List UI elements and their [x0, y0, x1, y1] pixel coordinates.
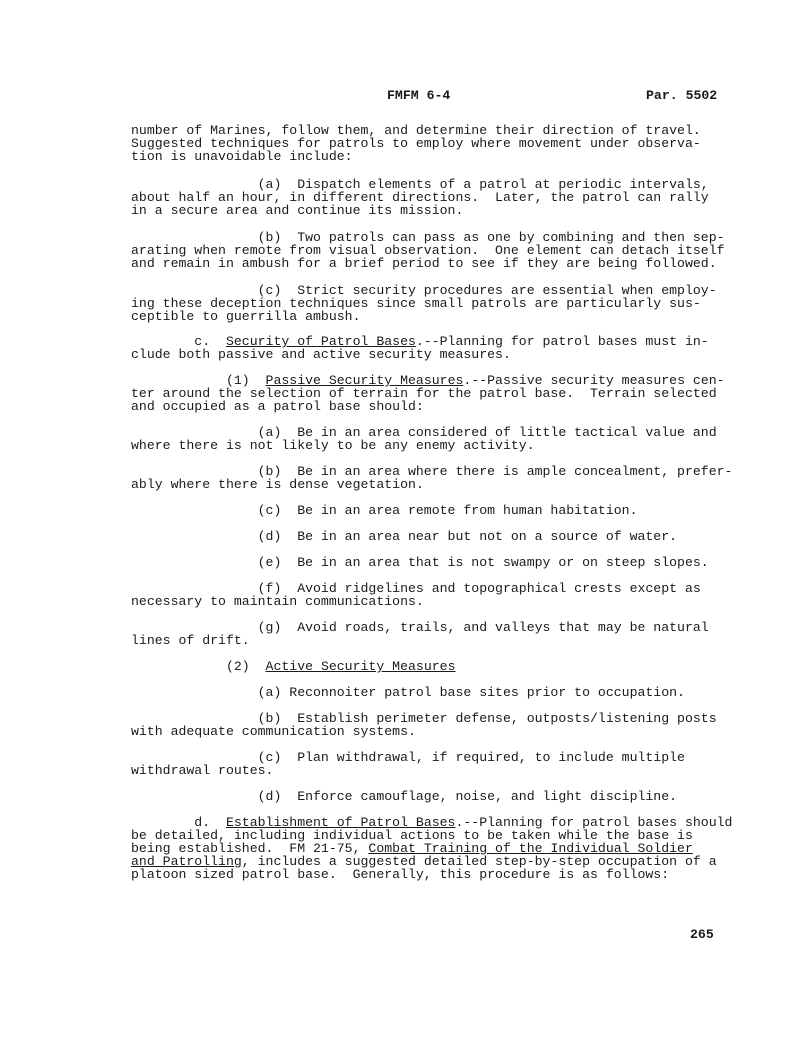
paragraph: (a) Be in an area considered of little tactical value and where there is not likely to be any enemy activity. [131, 425, 717, 453]
paragraph: (c) Be in an area remote from human habitation. [131, 503, 638, 518]
header-paragraph-ref: Par. 5502 [646, 88, 718, 103]
reference-title: Combat Training of the Individual Soldier and Patrolling [131, 841, 693, 869]
paragraph: (b) Two patrols can pass as one by combining and then sep- arating when remote from visual observation. One element can detach itself and remain in ambush for a brief period to see if they are being followed. [131, 230, 725, 271]
section-title: Security of Patrol Bases [225, 334, 416, 349]
paragraph: (d) Be in an area near but not on a source of water. [131, 529, 678, 544]
paragraph: (a) Dispatch elements of a patrol at periodic intervals, about half an hour, in different directions. Later, the patrol can rally in a secure area and continue its mission. [131, 177, 709, 218]
paragraph: number of Marines, follow them, and determine their direction of travel. Suggested techniques for patrols to employ where movement under observa- tion is unavoidable include: [131, 123, 701, 164]
page-number: 265 [690, 927, 714, 942]
section-d-paragraph: d. Establishment of Patrol Bases.--Planning for patrol bases should be detailed, including individual actions to be taken while the base is being established. FM 21-75, Combat Training of the Individual Soldier and Patrolling, includes a suggested detailed step-by-step occupation of a platoon sized patrol base. Generally, this procedure is as follows: [131, 815, 733, 882]
paragraph: (a) Reconnoiter patrol base sites prior to occupation. [131, 685, 685, 700]
paragraph: (f) Avoid ridgelines and topographical crests except as necessary to maintain communications. [131, 581, 701, 609]
paragraph: (g) Avoid roads, trails, and valleys that may be natural lines of drift. [131, 620, 709, 648]
section-c-paragraph: c. Security of Patrol Bases.--Planning for patrol bases must in- clude both passive and active security measures. [131, 334, 709, 362]
header-document-id: FMFM 6-4 [387, 88, 451, 103]
subsection-1-paragraph: (1) Passive Security Measures.--Passive security measures cen- ter around the selection of terrain for the patrol base. Terrain selected and occupied as a patrol base should: [131, 373, 725, 414]
paragraph: (b) Be in an area where there is ample concealment, prefer- ably where there is dense vegetation. [131, 464, 733, 492]
section-title: Establishment of Patrol Bases [225, 815, 456, 830]
subsection-2-paragraph: (2) Active Security Measures [131, 659, 456, 674]
paragraph: (e) Be in an area that is not swampy or on steep slopes. [131, 555, 709, 570]
paragraph: (b) Establish perimeter defense, outposts/listening posts with adequate communication systems. [131, 711, 717, 739]
paragraph: (c) Strict security procedures are essential when employ- ing these deception techniques since small patrols are particularly sus- ceptible to guerrilla ambush. [131, 283, 717, 324]
subsection-title: Passive Security Measures [265, 373, 464, 388]
subsection-title: Active Security Measures [265, 659, 456, 674]
paragraph: (c) Plan withdrawal, if required, to include multiple withdrawal routes. [131, 750, 685, 778]
paragraph: (d) Enforce camouflage, noise, and light discipline. [131, 789, 678, 804]
